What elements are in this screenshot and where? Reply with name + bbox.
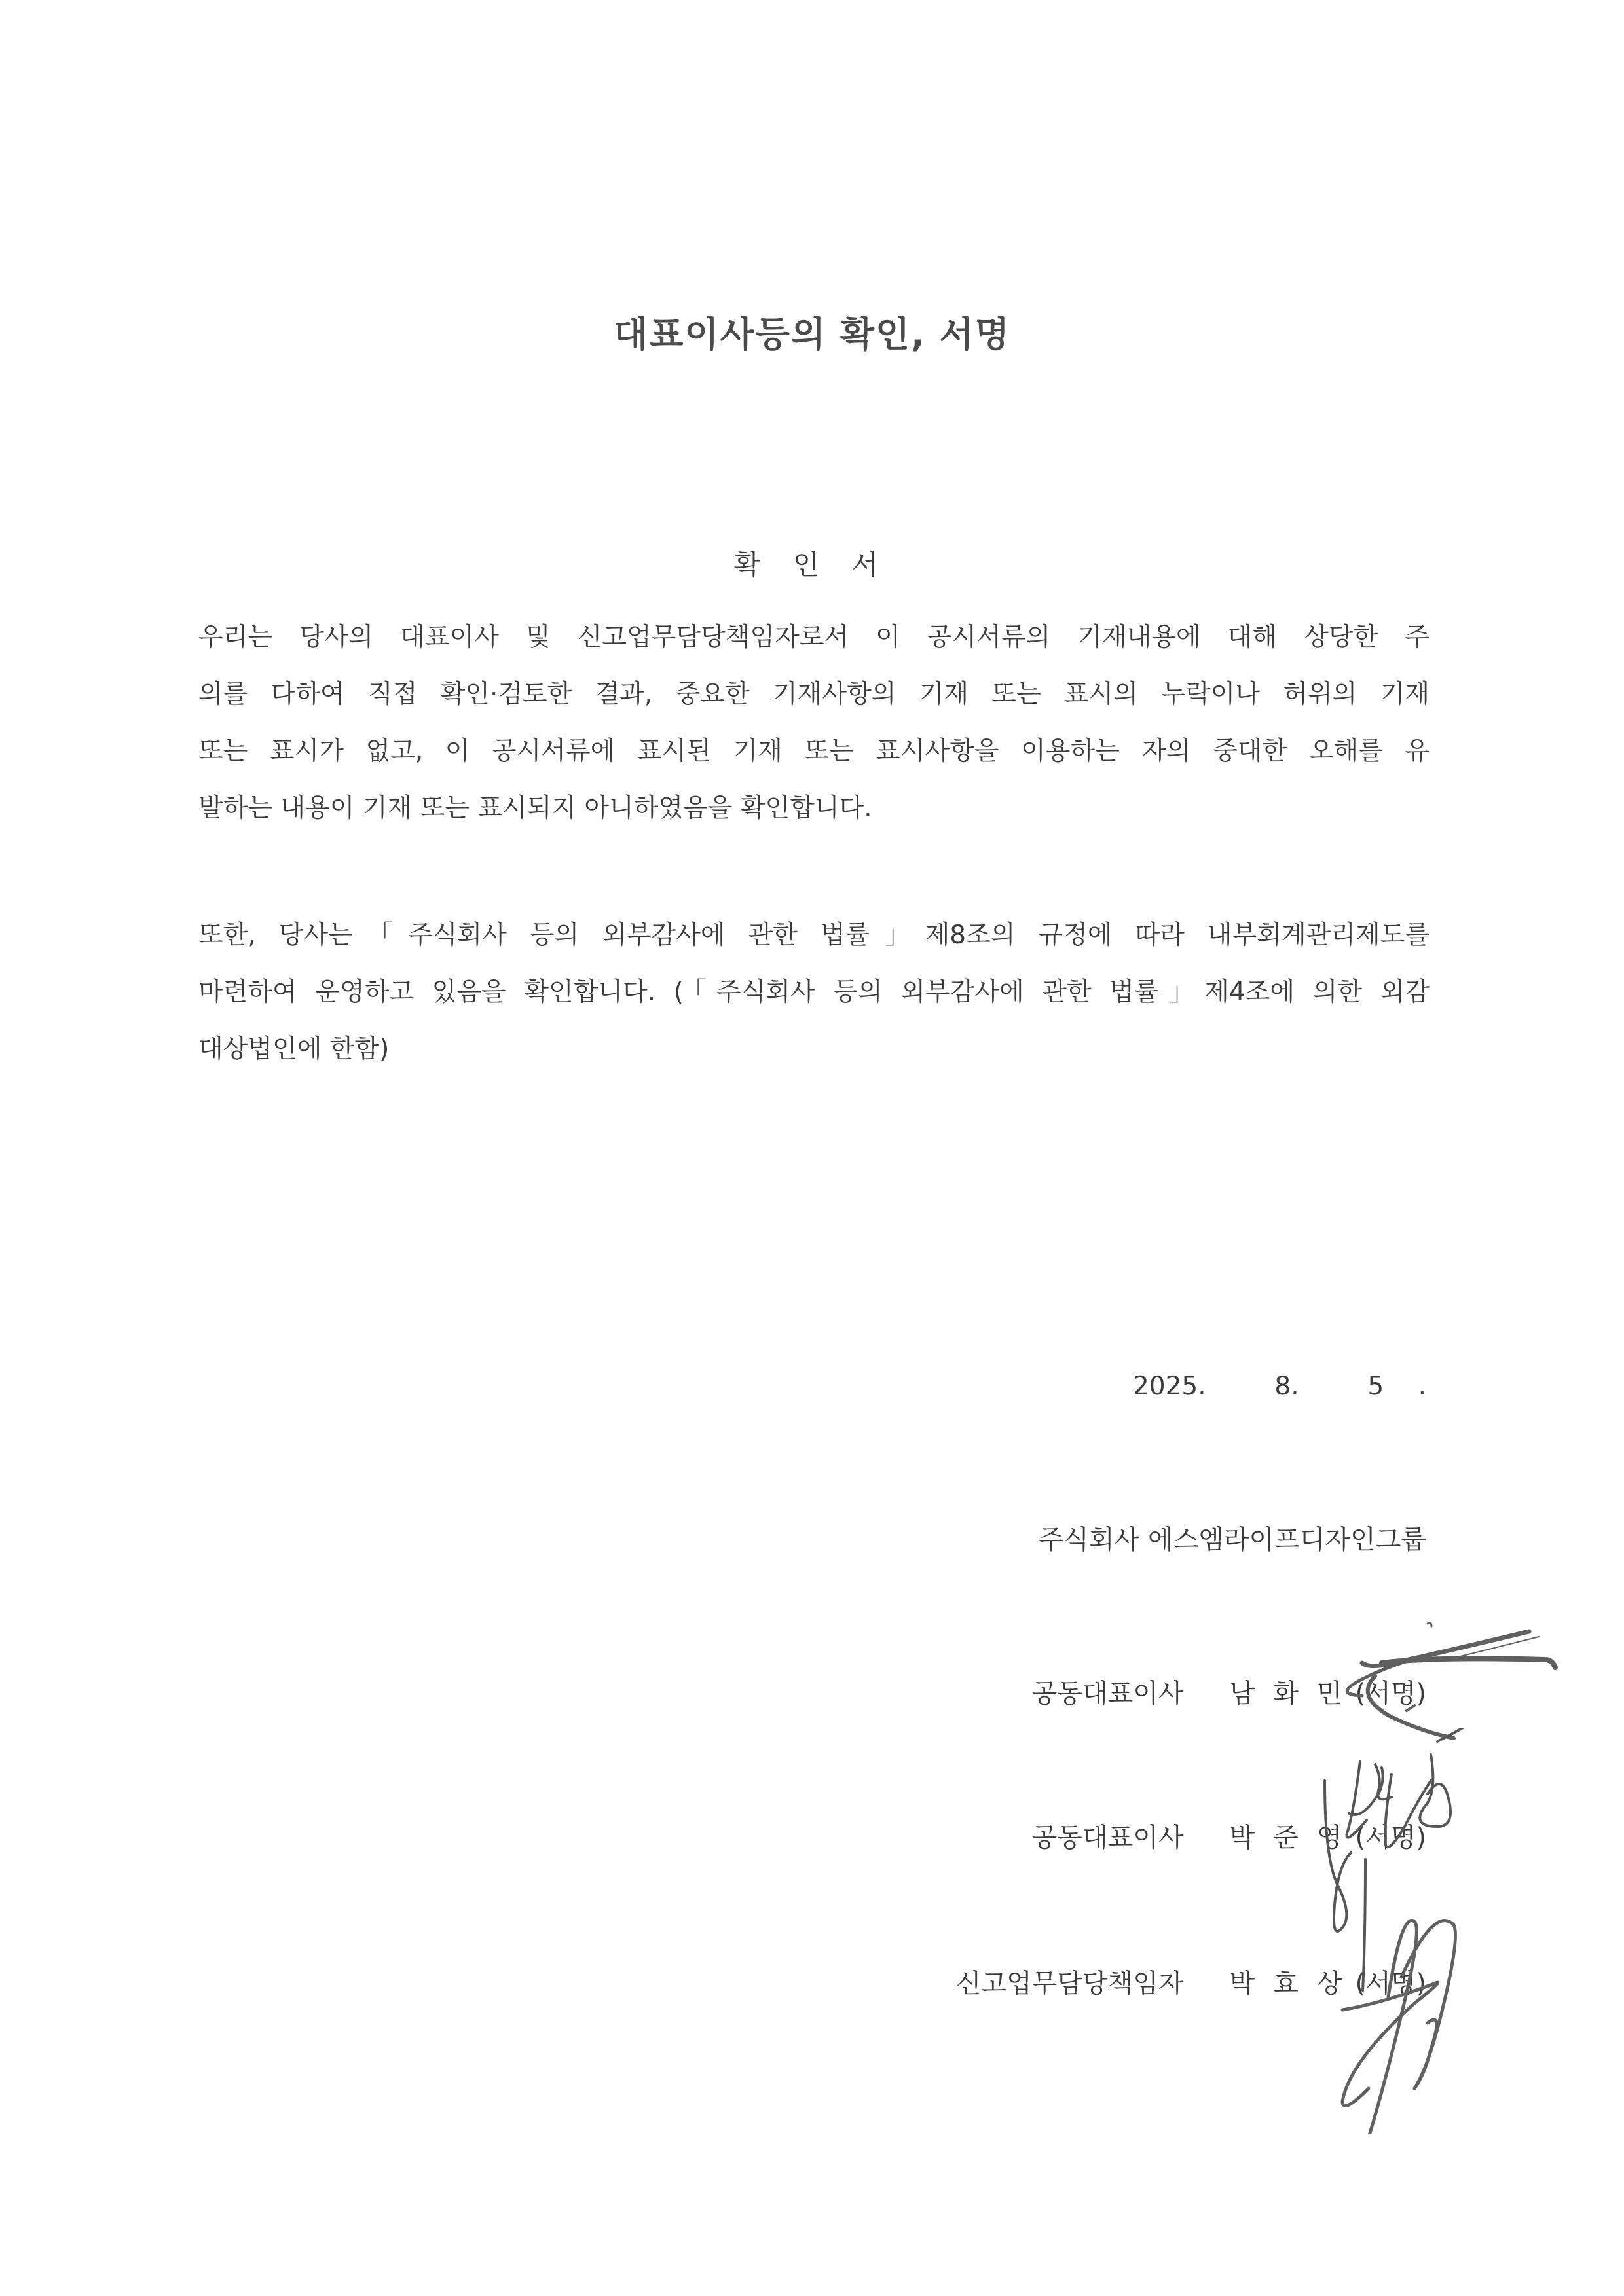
document-date: 2025. 8. 5 . <box>1132 1372 1426 1401</box>
confirmation-paragraph <box>198 609 1430 837</box>
paragraph-line: 또한, 당사는「주식회사 등의 외부감사에 관한 법률」제8조의 규정에 따라 내부회계관리제도를 <box>198 920 1430 950</box>
paragraph-line: 마련하여 운영하고 있음을 확인합니다. (「주식회사 등의 외부감사에 관한 법률」제4조에 의한 외감 <box>198 977 1430 1007</box>
confirmation-heading: 확 인 서 <box>733 549 891 581</box>
paragraph-line: 의를 다하여 직접 확인·검토한 결과, 중요한 기재사항의 기재 또는 표시의 누락이나 허위의 기재 <box>198 680 1430 709</box>
page-title: 대표이사등의 확인, 서명 <box>614 314 1010 355</box>
signer-role: 신고업무담당책임자 <box>955 1969 1184 1999</box>
paragraph-line: 대상법인에 한함) <box>198 1034 390 1064</box>
signature-label: (서명) <box>1355 1823 1426 1853</box>
paragraph-line: 또는 표시가 없고, 이 공시서류에 표시된 기재 또는 표시사항을 이용하는 자의 중대한 오해를 유 <box>198 737 1430 766</box>
signer-role: 공동대표이사 <box>1031 1823 1184 1853</box>
signature-label: (서명) <box>1355 1969 1426 1999</box>
internal-control-paragraph <box>198 907 1430 1078</box>
signer-name: 남화민 <box>1229 1679 1361 1709</box>
signer-row <box>1032 1673 1426 1710</box>
paragraph-line: 발하는 내용이 기재 또는 표시되지 아니하였음을 확인합니다. <box>198 793 872 823</box>
signer-row <box>1032 1817 1426 1854</box>
signature-label: (서명) <box>1355 1679 1426 1709</box>
signer-name: 박효상 <box>1229 1969 1361 1999</box>
company-name: 주식회사 에스엠라이프디자인그룹 <box>1038 1525 1426 1555</box>
paragraph-line: 우리는 당사의 대표이사 및 신고업무담당책임자로서 이 공시서류의 기재내용에 대해 상당한 주 <box>198 623 1430 652</box>
signer-row <box>956 1963 1426 2000</box>
signer-name: 박준영 <box>1229 1823 1361 1853</box>
signature-scribble-icon <box>1323 1918 1532 2134</box>
signer-role: 공동대표이사 <box>1031 1679 1184 1709</box>
